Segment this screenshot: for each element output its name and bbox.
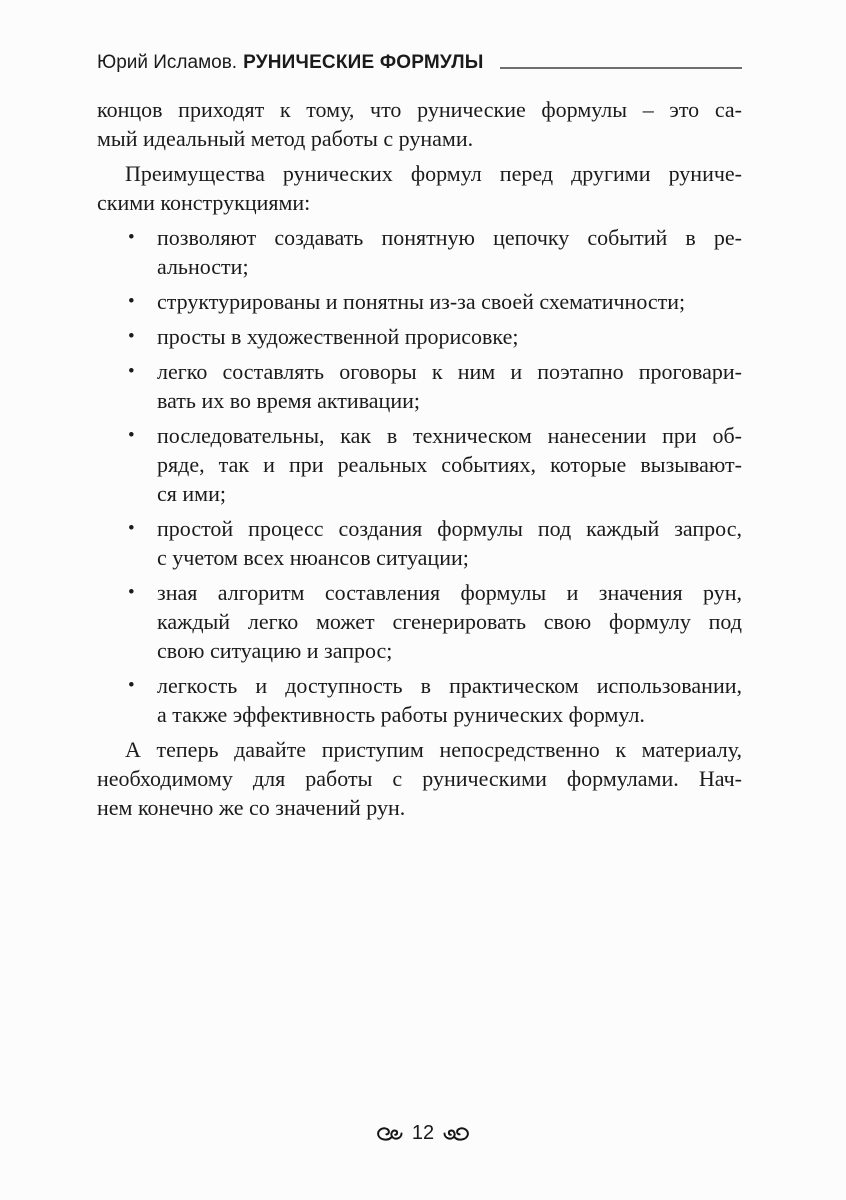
text-line: ряде, так и при реальных событиях, которые вызывают- xyxy=(157,452,742,477)
bullet-text xyxy=(157,322,742,351)
list-item xyxy=(97,223,742,281)
text-line: каждый легко может сгенерировать свою формулу под xyxy=(157,609,742,634)
bullet-text xyxy=(157,287,742,316)
bullet-text xyxy=(157,223,742,281)
text-line: свою ситуацию и запрос; xyxy=(157,638,393,663)
bullet-text xyxy=(157,357,742,415)
text-line: вать их во время активации; xyxy=(157,388,420,413)
text-line: нем конечно же со значений рун. xyxy=(97,795,406,820)
bullet-icon: • xyxy=(128,291,135,312)
text-line: мый идеальный метод работы с рунами. xyxy=(97,126,474,151)
text-line: с учетом всех нюансов ситуации; xyxy=(157,545,469,570)
bullet-icon: • xyxy=(128,227,135,248)
page-header xyxy=(97,52,742,74)
bullet-icon: • xyxy=(128,425,135,446)
text-line: структурированы и понятны из-за своей схематичности; xyxy=(157,289,686,314)
text-line: Преимущества рунических формул перед другими руниче- xyxy=(125,161,742,186)
author-name: Юрий Исламов. xyxy=(97,52,238,73)
bullet-icon: • xyxy=(128,582,135,603)
fleuron-right-icon xyxy=(443,1126,469,1141)
bullet-icon: • xyxy=(128,675,135,696)
text-line: зная алгоритм составления формулы и значения рун, xyxy=(157,580,742,605)
bullet-text xyxy=(157,578,742,665)
list-item xyxy=(97,578,742,665)
bullet-text xyxy=(157,514,742,572)
text-line: легкость и доступность в практическом использовании, xyxy=(157,673,742,698)
paragraph xyxy=(97,159,742,217)
text-line: А теперь давайте приступим непосредственно к материалу, xyxy=(125,737,742,762)
list-item xyxy=(97,357,742,415)
text-line: скими конструкциями: xyxy=(97,190,311,215)
text-line: необходимому для работы с руническими формулами. Нач- xyxy=(97,766,742,791)
book-title: РУНИЧЕСКИЕ ФОРМУЛЫ xyxy=(243,52,484,73)
page-number: 12 xyxy=(411,1122,435,1144)
page-footer xyxy=(0,1122,846,1145)
text-line: альности; xyxy=(157,254,249,279)
list-item xyxy=(97,322,742,351)
text-line: концов приходят к тому, что рунические формулы – это са- xyxy=(97,97,742,122)
text-line: простой процесс создания формулы под каждый запрос, xyxy=(157,516,742,541)
bullet-icon: • xyxy=(128,361,135,382)
text-line: а также эффективность работы рунических формул. xyxy=(157,702,645,727)
paragraph xyxy=(97,95,742,153)
fleuron-left-icon xyxy=(377,1126,403,1141)
bullet-list xyxy=(97,223,742,729)
page-body xyxy=(97,95,742,822)
text-line: ся ими; xyxy=(157,481,226,506)
list-item xyxy=(97,421,742,508)
text-line: последовательны, как в техническом нанесении при об- xyxy=(157,423,742,448)
header-rule xyxy=(500,67,742,69)
list-item xyxy=(97,287,742,316)
bullet-text xyxy=(157,671,742,729)
closing-paragraph xyxy=(97,735,742,822)
bullet-text xyxy=(157,421,742,508)
text-line: легко составлять оговоры к ним и поэтапно проговари- xyxy=(157,359,742,384)
bullet-icon: • xyxy=(128,518,135,539)
list-item xyxy=(97,514,742,572)
text-line: просты в художественной прорисовке; xyxy=(157,324,519,349)
text-line: позволяют создавать понятную цепочку событий в ре- xyxy=(157,225,742,250)
bullet-icon: • xyxy=(128,326,135,347)
list-item xyxy=(97,671,742,729)
